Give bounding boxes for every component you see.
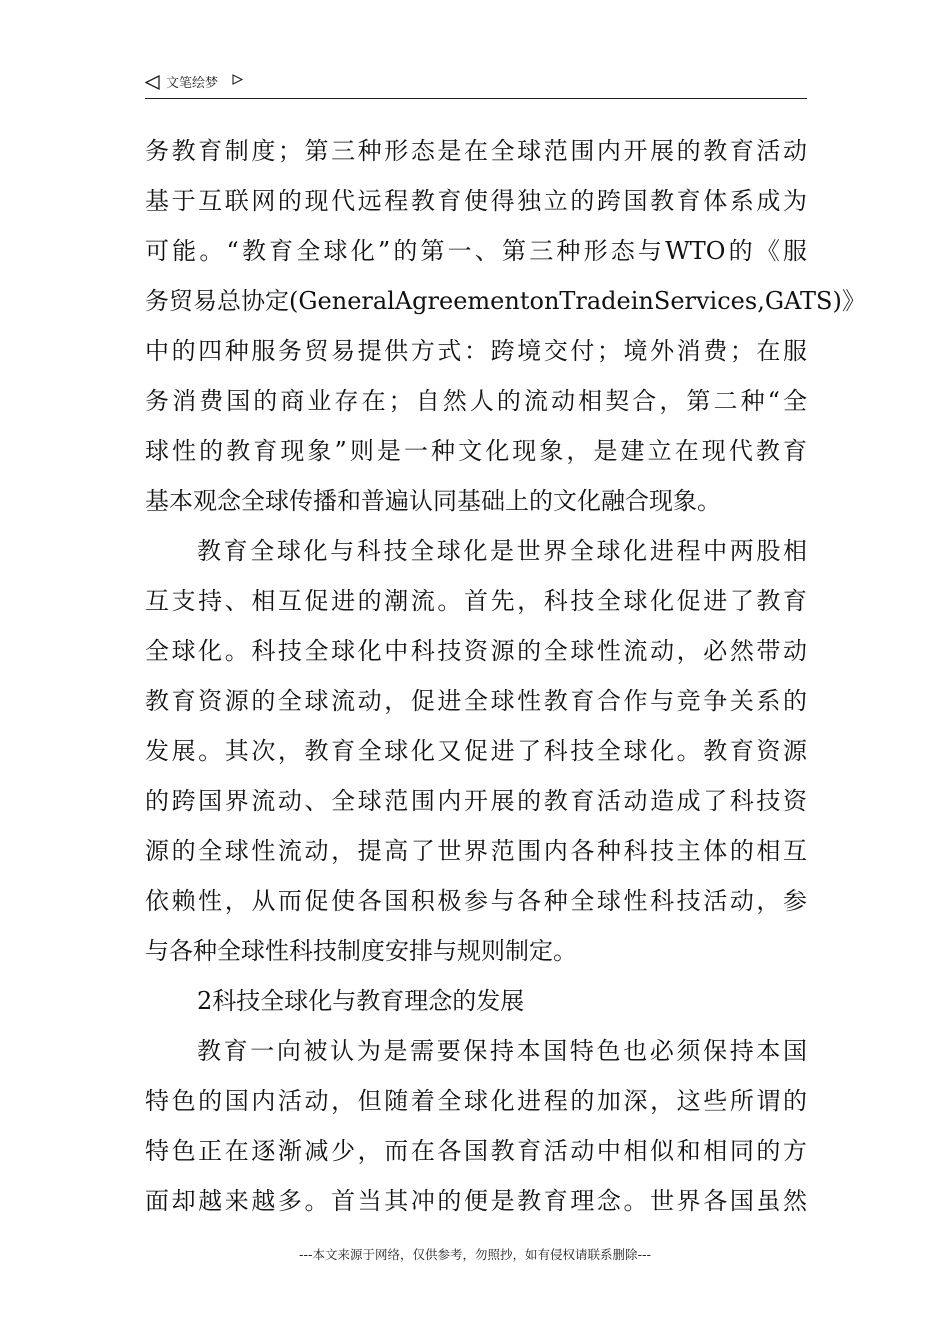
body-line: 基于互联网的现代远程教育使得独立的跨国教育体系成为	[145, 187, 807, 215]
body-line: 可能。“教育全球化”的第一、第三种形态与WTO的《服	[145, 237, 807, 265]
body-line: 教育资源的全球流动，促进全球性教育合作与竞争关系的	[145, 687, 807, 715]
body-line: 互支持、相互促进的潮流。首先，科技全球化促进了教育	[145, 587, 807, 615]
document-body	[145, 126, 866, 1226]
body-line: 依赖性，从而促使各国积极参与各种全球性科技活动，参	[145, 887, 807, 915]
body-line: 中的四种服务贸易提供方式：跨境交付；境外消费；在服	[145, 337, 807, 365]
section-heading: 2科技全球化与教育理念的发展	[197, 987, 525, 1015]
footer-notice: ---本文来源于网络，仅供参考，勿照抄，如有侵权请联系删除---	[298, 1247, 652, 1262]
paragraph-first-line: 教育全球化与科技全球化是世界全球化进程中两股相	[197, 537, 807, 565]
triangle-left-icon	[145, 75, 160, 90]
page-header	[145, 72, 807, 99]
body-line: 发展。其次，教育全球化又促进了科技全球化。教育资源	[145, 737, 807, 765]
header-title: 文笔绘梦	[166, 76, 219, 91]
body-line: 面却越来越多。首当其冲的便是教育理念。世界各国虽然	[145, 1187, 807, 1215]
body-line: 务消费国的商业存在；自然人的流动相契合，第二种“全	[145, 387, 807, 415]
body-line: 源的全球性流动，提高了世界范围内各种科技主体的相互	[145, 837, 807, 865]
body-line: 务贸易总协定(GeneralAgreementonTradeinServices,GATS)》	[145, 287, 866, 315]
triangle-right-icon	[232, 74, 243, 85]
body-line: 基本观念全球传播和普遍认同基础上的文化融合现象。	[145, 487, 721, 515]
body-line: 全球化。科技全球化中科技资源的全球性流动，必然带动	[145, 637, 807, 665]
paragraph-first-line: 教育一向被认为是需要保持本国特色也必须保持本国	[197, 1037, 807, 1065]
body-line: 特色正在逐渐减少，而在各国教育活动中相似和相同的方	[145, 1137, 807, 1165]
body-line: 特色的国内活动，但随着全球化进程的加深，这些所谓的	[145, 1087, 807, 1115]
body-line: 球性的教育现象”则是一种文化现象，是建立在现代教育	[145, 437, 807, 465]
body-line: 的跨国界流动、全球范围内开展的教育活动造成了科技资	[145, 787, 807, 815]
body-line: 务教育制度；第三种形态是在全球范围内开展的教育活动	[145, 137, 807, 165]
body-line: 与各种全球性科技制度安排与规则制定。	[145, 937, 577, 965]
